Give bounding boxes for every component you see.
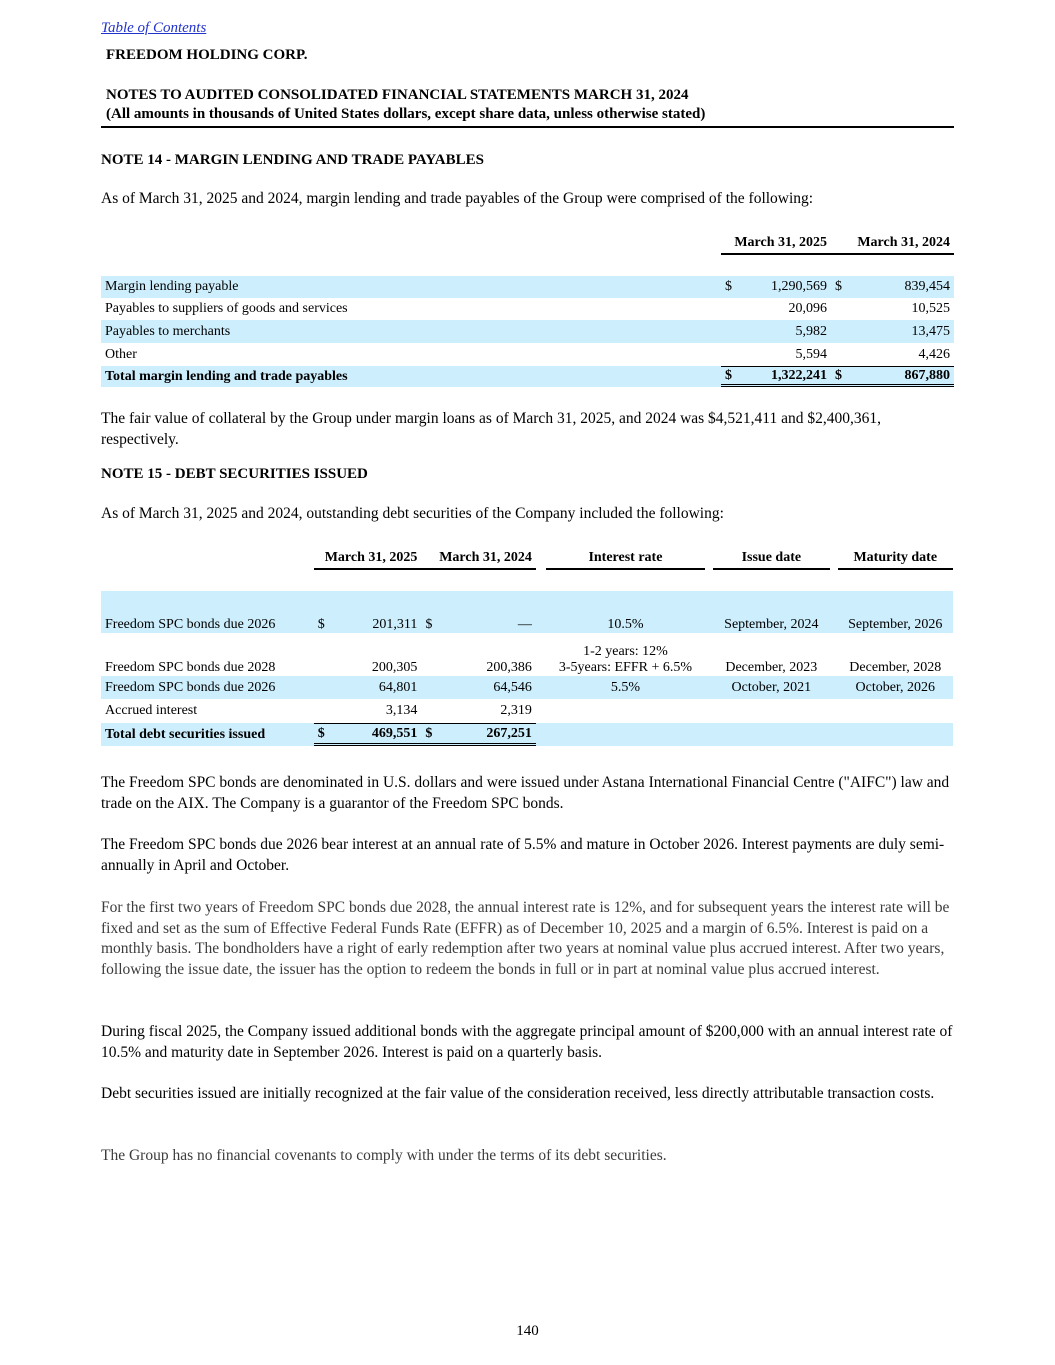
page-number: 140 <box>516 1323 539 1339</box>
total-row: Total debt securities issued $ 469,551 $ 267,251 <box>101 723 953 746</box>
col-header: Maturity date <box>838 548 953 570</box>
col-header: March 31, 2025 <box>721 233 831 255</box>
table-row: Payables to merchants 5,982 13,475 <box>101 320 954 343</box>
note14-intro: As of March 31, 2025 and 2024, margin lending and trade payables of the Group were comprised of the following: <box>101 190 814 207</box>
margin-lending-table <box>101 233 954 387</box>
note14-collateral-text: The fair value of collateral by the Group under margin loans as of March 31, 2025, and 2024 was $4,521,411 and $2,400,361, respectively. <box>101 410 881 448</box>
paragraph: The Freedom SPC bonds due 2026 bear interest at an annual rate of 5.5% and mature in October 2026. Interest payments are duly semi-annually in April and October. <box>101 836 945 874</box>
col-header: March 31, 2024 <box>421 548 535 570</box>
header-title: NOTES TO AUDITED CONSOLIDATED FINANCIAL STATEMENTS MARCH 31, 2024 <box>106 87 689 103</box>
table-row: Payables to suppliers of goods and services 20,096 10,525 <box>105 301 950 316</box>
paragraph: The Freedom SPC bonds are denominated in U.S. dollars and were issued under Astana International Financial Centre ("AIFC") law and trade on the AIX. The Company is a guarantor of the Freedom SPC bonds. <box>101 774 950 812</box>
company-name: FREEDOM HOLDING CORP. <box>106 47 308 63</box>
note15-intro: As of March 31, 2025 and 2024, outstanding debt securities of the Company included the following: <box>101 505 724 522</box>
table-row: Freedom SPC bonds due 2026 64,801 64,546 5.5% October, 2021 October, 2026 <box>101 676 953 699</box>
table-row: Accrued interest 3,134 2,319 <box>105 703 532 718</box>
table-row: Other 5,594 4,426 <box>105 346 950 362</box>
col-header: Issue date <box>713 548 829 570</box>
col-header: March 31, 2024 <box>831 233 954 255</box>
table-of-contents-link[interactable]: Table of Contents <box>101 20 207 36</box>
total-row: Total margin lending and trade payables $ 1,322,241 $ 867,880 <box>101 366 954 387</box>
note14-heading: NOTE 14 - MARGIN LENDING AND TRADE PAYABLES <box>101 152 484 168</box>
table-row: Margin lending payable $ 1,290,569 $ 839,454 <box>101 276 954 298</box>
paragraph: For the first two years of Freedom SPC bonds due 2028, the annual interest rate is 12%, and for subsequent years the interest rate will be fixed and set as the sum of Effective Federal Funds Rate (EFFR) as of December 10, 2025 and a margin of 6.5%. Interest is paid on a monthly basis. The bondholders have a right of early redemption after two years at nominal value plus accrued interest. After two years, following the issue date, the issuer has the option to redeem the bonds in full or in part at nominal value plus accrued interest. <box>101 899 950 978</box>
table-row: Freedom SPC bonds due 2028 200,305 200,386 1-2 years: 12% 3-5years: EFFR + 6.5% December, 2023 December, 2028 <box>105 644 942 675</box>
header-subtitle: (All amounts in thousands of United States dollars, except share data, unless otherwise stated) <box>106 106 706 122</box>
note15-heading: NOTE 15 - DEBT SECURITIES ISSUED <box>101 466 368 482</box>
debt-securities-table <box>101 548 953 746</box>
col-header: Interest rate <box>546 548 705 570</box>
header-rule <box>101 126 954 128</box>
page-header <box>106 86 705 124</box>
col-header: March 31, 2025 <box>314 548 422 570</box>
paragraph: The Group has no financial covenants to comply with under the terms of its debt securities. <box>101 1147 667 1164</box>
paragraph: During fiscal 2025, the Company issued additional bonds with the aggregate principal amount of $200,000 with an annual interest rate of 10.5% and maturity date in September 2026. Interest is paid on a quarterly basis. <box>101 1023 953 1061</box>
table-row: Freedom SPC bonds due 2026 $ 201,311 $ — 10.5% September, 2024 September, 2026 <box>101 591 953 633</box>
paragraph: Debt securities issued are initially recognized at the fair value of the consideration received, less directly attributable transaction costs. <box>101 1085 935 1102</box>
